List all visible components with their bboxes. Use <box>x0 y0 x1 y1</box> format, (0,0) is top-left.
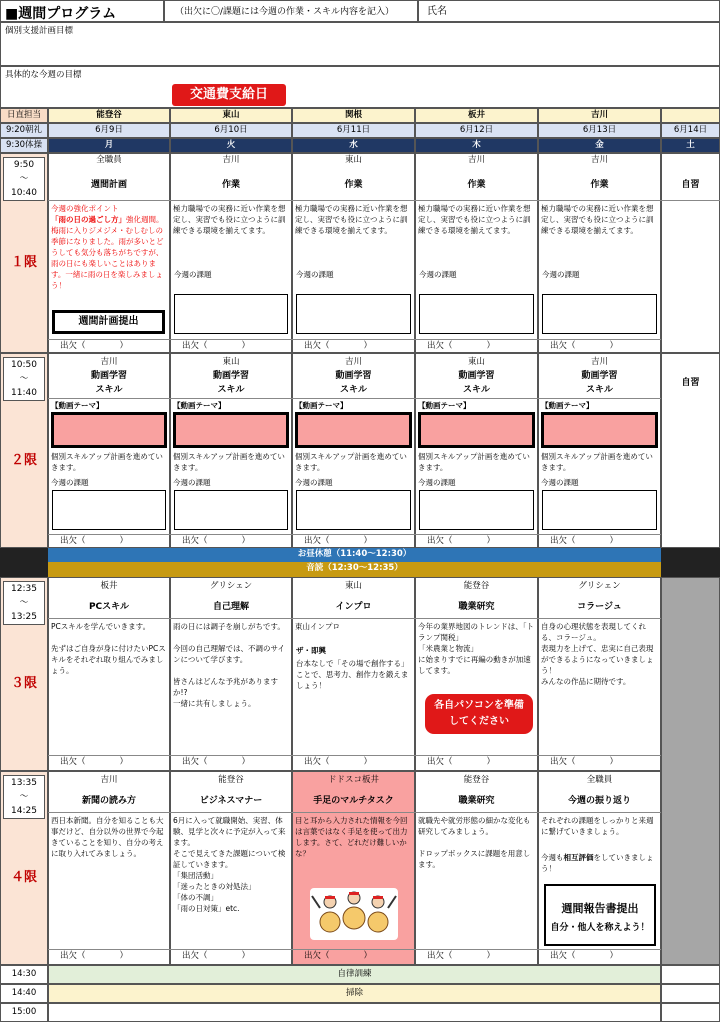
end-activity: 自律訓練 <box>48 965 661 984</box>
lunch-side <box>0 548 48 577</box>
teacher-label: 東山 <box>344 581 362 591</box>
period-label: ２限 <box>10 452 37 468</box>
header-note: （出欠に〇/課題には今週の作業・スキル内容を記入） <box>164 0 418 22</box>
end-time-label: 14:40 <box>0 984 48 1003</box>
end-sat-cell <box>661 1003 720 1022</box>
subject-label: 今週の振り返り <box>567 796 631 806</box>
period-description: 今年の業界地図のトレンドは、「トランプ関税」 「米農業と物流」 に始まりすでに再編の動きが加速してます。 <box>418 622 535 675</box>
subject-line1: 動画学習 <box>335 371 372 381</box>
date-cell: 6月11日 <box>292 123 415 138</box>
subject-label: 週間計画 <box>90 180 127 190</box>
teacher-label: 吉川 <box>100 775 118 785</box>
time-text: 9:50 <box>13 160 35 170</box>
attendance-field[interactable]: 出欠（ ） <box>60 951 129 961</box>
subject-line1: 動画学習 <box>212 371 249 381</box>
daily-staff-cell: 関根 <box>292 108 415 123</box>
attendance-field[interactable]: 出欠（ ） <box>304 536 373 546</box>
subject-label: 手足のマルチタスク <box>313 796 394 806</box>
weekly-report-submit-button[interactable] <box>544 884 656 946</box>
subject-label: PCスキル <box>88 602 130 612</box>
taiko-illustration <box>310 888 398 940</box>
task-label: 今週の課題 <box>174 270 212 279</box>
task-input[interactable] <box>419 490 534 530</box>
teacher-label: グリシェン <box>578 581 621 591</box>
date-cell: 6月14日 <box>661 123 720 138</box>
period-description: 西日本新聞。自分を知ることも大事だけど、自分以外の世界で今起きていることを知り、自分の考えに取り入れてみましょう。 <box>51 816 164 858</box>
task-label: 今週の課題 <box>173 478 211 487</box>
divider <box>48 812 170 813</box>
saturday-afternoon-block <box>661 577 720 965</box>
end-time-label: 14:30 <box>0 965 48 984</box>
weekday-cell: 土 <box>661 138 720 153</box>
teacher-label: 東山 <box>467 357 485 367</box>
task-input[interactable] <box>542 294 657 334</box>
task-input[interactable] <box>52 490 166 530</box>
task-label: 今週の課題 <box>296 270 334 279</box>
subject-label: 作業 <box>344 180 363 190</box>
lunch-side-right <box>661 548 720 577</box>
weekday-cell: 水 <box>292 138 415 153</box>
task-label: 今週の課題 <box>295 478 333 487</box>
time-text: ～ <box>19 374 29 384</box>
skill-description: 個別スキルアップ計画を進めていきます。 <box>541 452 653 472</box>
task-input[interactable] <box>174 490 288 530</box>
eval-text-part: をしていきましょう！ <box>541 853 654 873</box>
teacher-label: 全職員 <box>96 155 122 165</box>
time-text: ～ <box>19 598 29 608</box>
teacher-label: 東山 <box>222 357 240 367</box>
end-time-label: 15:00 <box>0 1003 48 1022</box>
weekday-cell: 木 <box>415 138 538 153</box>
video-theme-label: 【動画テーマ】 <box>541 401 594 410</box>
divider <box>48 618 170 619</box>
teacher-label: 能登谷 <box>463 581 490 591</box>
eval-text-part: 相互評価 <box>563 853 594 862</box>
subject-line1: 動画学習 <box>581 371 618 381</box>
attendance-field[interactable]: 出欠（ ） <box>182 951 251 961</box>
skill-description: 個別スキルアップ計画を進めていきます。 <box>173 452 285 472</box>
end-sat-cell <box>661 965 720 984</box>
time-text: 14:25 <box>11 806 37 816</box>
weekly-plan-submit-button[interactable]: 週間計画提出 <box>52 310 165 334</box>
divider <box>170 200 292 201</box>
video-theme-input[interactable] <box>295 412 412 448</box>
video-theme-label: 【動画テーマ】 <box>295 401 348 410</box>
name-field[interactable]: 氏名 <box>418 0 720 22</box>
task-input[interactable] <box>296 294 411 334</box>
divider <box>538 618 661 619</box>
teacher-label: グリシェン <box>209 581 253 591</box>
teacher-label: 吉川 <box>222 155 240 165</box>
divider <box>292 200 415 201</box>
exercise-label: 9:30体操 <box>0 138 48 153</box>
subject-label: コラージュ <box>577 602 622 612</box>
video-theme-input[interactable] <box>418 412 535 448</box>
daily-staff-cell <box>661 108 720 123</box>
period-description: 雨の日には調子を崩しがちです。 今回の自己理解では、不調のサインについて学びます。 皆さんはどんな予兆がありますか!? 一緒に共有しましょう。 <box>173 622 285 708</box>
period-time <box>3 157 45 201</box>
teacher-label <box>661 153 720 165</box>
subject-label: 作業 <box>221 180 240 190</box>
attendance-field[interactable]: 出欠（ ） <box>550 536 619 546</box>
attendance-field[interactable]: 出欠（ ） <box>60 536 129 546</box>
time-text: 12:35 <box>11 584 37 594</box>
improv-description: 台本なしで「その場で創作する」ことで、思考力、創作力を鍛えましょう！ <box>296 659 409 690</box>
period-time <box>3 775 45 819</box>
time-text: ～ <box>19 174 29 184</box>
attendance-field[interactable]: 出欠（ ） <box>304 341 373 351</box>
divider <box>415 618 538 619</box>
report-line1: 週間報告書提出 <box>561 902 639 915</box>
subject-label: 職業研究 <box>458 796 495 806</box>
attendance-field[interactable]: 出欠（ ） <box>550 757 619 767</box>
period-description: PCスキルを学んでいきます。 先ずはご自身が身に付けたいPCスキルをそれぞれ取り組んでみましょう。 <box>51 622 166 675</box>
subject-line2: スキル <box>463 385 490 395</box>
subject-label: 自習 <box>681 180 700 190</box>
attendance-field[interactable]: 出欠（ ） <box>304 951 373 961</box>
task-input[interactable] <box>174 294 288 334</box>
intro-bold: 「雨の日の過ごし方」 <box>51 215 126 224</box>
subject-line2: スキル <box>586 385 613 395</box>
time-text: 10:40 <box>11 188 37 198</box>
page-title: ■週間プログラム <box>0 0 164 22</box>
attendance-field[interactable]: 出欠（ ） <box>550 341 619 351</box>
divider <box>538 200 661 201</box>
period-label: ４限 <box>10 870 37 885</box>
date-cell: 6月12日 <box>415 123 538 138</box>
teacher-label: 吉川 <box>590 357 608 367</box>
work-description: 極力職場での実務に近い作業を想定し、実習でも役に立つように訓練できる環境を揃えてます。 <box>173 204 286 235</box>
daily-duty-label: 日直担当 <box>0 108 48 123</box>
attendance-field[interactable]: 出欠（ ） <box>427 757 496 767</box>
video-theme-input[interactable] <box>51 412 167 448</box>
date-cell: 6月13日 <box>538 123 661 138</box>
task-label: 今週の課題 <box>541 478 579 487</box>
subject-line1: 動画学習 <box>90 371 127 381</box>
intro: 今週の強化ポイント <box>51 204 119 213</box>
improv-highlight: ザ・即興 <box>296 646 326 655</box>
teacher-label: 吉川 <box>100 357 118 367</box>
task-input[interactable] <box>296 490 411 530</box>
teacher-label: ドドスコ板井 <box>328 775 379 785</box>
subject-line1: 動画学習 <box>458 371 495 381</box>
period-label: １限 <box>10 255 37 270</box>
video-theme-label: 【動画テーマ】 <box>51 401 104 410</box>
attendance-field[interactable]: 出欠（ ） <box>304 757 373 767</box>
attendance-field[interactable]: 出欠（ ） <box>182 341 251 351</box>
teacher-label: 吉川 <box>344 357 362 367</box>
report-line2: 自分・他人を称えよう！ <box>550 923 650 933</box>
divider <box>415 200 538 201</box>
subject-line2: スキル <box>340 385 367 395</box>
period-description: 目と耳から入力された情報を今回は言葉ではなく手足を使って出力します。さて、どれだけ難しいかな？ <box>295 816 408 858</box>
weekday-cell: 火 <box>170 138 292 153</box>
task-label: 今週の課題 <box>419 270 457 279</box>
divider <box>292 812 415 813</box>
subject-label: 職業研究 <box>458 602 495 612</box>
individual-goal-field[interactable] <box>0 22 720 66</box>
subject-label: 作業 <box>590 180 609 190</box>
time-text: ～ <box>19 792 29 802</box>
subject-label: 新聞の読み方 <box>81 796 136 806</box>
task-input[interactable] <box>542 490 657 530</box>
morning-label: 9:20朝礼 <box>0 123 48 138</box>
end-activity: 掃除 <box>48 984 661 1003</box>
divider <box>170 618 292 619</box>
attendance-field[interactable]: 出欠（ ） <box>550 951 619 961</box>
attendance-field[interactable]: 出欠（ ） <box>427 951 496 961</box>
period-time <box>3 581 45 625</box>
end-sat-cell <box>661 984 720 1003</box>
divider <box>538 812 661 813</box>
subject-label: 作業 <box>467 180 486 190</box>
attendance-field[interactable]: 出欠（ ） <box>60 757 129 767</box>
teacher-label <box>661 355 720 367</box>
daily-staff-cell: 板井 <box>415 108 538 123</box>
teacher-label: 能登谷 <box>218 775 244 785</box>
teacher-label: 板井 <box>100 581 118 591</box>
period-description: 自身の心理状態を表現してくれる、コラージュ。 表現力を上げて、忠実に自己表現ができるようになっていきましょう！ みんなの作品に期待です。 <box>541 622 654 686</box>
monday-intro-text <box>49 202 169 302</box>
work-description: 極力職場での実務に近い作業を想定し、実習でも役に立つように訓練できる環境を揃えてます。 <box>541 204 654 235</box>
period-description: 6月に入って就職開始、実習、体験、見学と次々に予定が入って来ます。 そこで見えてきた課題について検証していきます。 「集団活動」 「迷ったときの対処法」 「体の不調」 「雨の日対策」etc. <box>173 816 286 913</box>
date-cell: 6月9日 <box>48 123 170 138</box>
divider <box>292 618 415 619</box>
subject-line2: スキル <box>95 385 123 395</box>
attendance-field[interactable]: 出欠（ ） <box>60 341 129 351</box>
daily-staff-cell: 吉川 <box>538 108 661 123</box>
intro-rest: 強化週間。梅雨に入りジメジメ・むしむしの季節になりました。雨が多いとどうしても気分も落ちがちですが、雨の日にも楽しいことはあります。一緒に雨の日を楽しみましょう！ <box>51 215 164 290</box>
divider <box>48 200 170 201</box>
time-text: 13:35 <box>11 778 37 788</box>
prepare-pc-notice: 各自パソコンを準備してください <box>425 694 533 734</box>
music-bar: 音読（12:30～12:35） <box>48 562 661 577</box>
attendance-field[interactable]: 出欠（ ） <box>427 536 496 546</box>
skill-description: 個別スキルアップ計画を進めていきます。 <box>51 452 163 472</box>
teacher-label: 能登谷 <box>463 775 490 785</box>
weekly-goal-label: 具体的な今週の目標 <box>5 70 82 80</box>
subject-label: インプロ <box>335 602 372 612</box>
taiko-drummers-image <box>310 888 398 940</box>
subject-label: 自習 <box>681 378 700 388</box>
work-description: 極力職場での実務に近い作業を想定し、実習でも役に立つように訓練できる環境を揃えてます。 <box>295 204 408 235</box>
divider <box>170 812 292 813</box>
period-label: ３限 <box>10 676 37 691</box>
skill-description: 個別スキルアップ計画を進めていきます。 <box>295 452 407 472</box>
task-input[interactable] <box>419 294 534 334</box>
task-label: 今週の課題 <box>542 270 580 279</box>
video-theme-label: 【動画テーマ】 <box>418 401 471 410</box>
individual-goal-label: 個別支援計画目標 <box>5 26 74 36</box>
divider <box>415 812 538 813</box>
period-description: 就職先や就労形態の細かな変化も研究してみましょう。 ドロップボックスに課題を用意します。 <box>418 816 531 869</box>
attendance-field[interactable]: 出欠（ ） <box>427 341 496 351</box>
subject-label: 自己理解 <box>212 602 249 612</box>
daily-staff-cell: 能登谷 <box>48 108 170 123</box>
time-text: 13:25 <box>11 612 37 622</box>
weekday-cell: 金 <box>538 138 661 153</box>
teacher-label: 全職員 <box>586 775 613 785</box>
period-description: それぞれの課題をしっかりと来週に繋げていきましょう。 <box>541 816 654 836</box>
weekly-goal-field[interactable] <box>0 66 720 108</box>
task-label: 今週の課題 <box>51 478 89 487</box>
attendance-field[interactable]: 出欠（ ） <box>182 757 251 767</box>
time-text: 11:40 <box>11 388 37 398</box>
divider <box>661 200 720 201</box>
lunch-bar: お昼休憩（11:40～12:30） <box>48 548 661 562</box>
daily-staff-cell: 東山 <box>170 108 292 123</box>
video-theme-label: 【動画テーマ】 <box>173 401 226 410</box>
weekday-cell: 月 <box>48 138 170 153</box>
date-cell: 6月10日 <box>170 123 292 138</box>
teacher-label: 吉川 <box>590 155 608 165</box>
end-activity <box>48 1003 661 1022</box>
mutual-eval-text <box>539 851 659 873</box>
teacher-label: 吉川 <box>467 155 485 165</box>
work-description: 極力職場での実務に近い作業を想定し、実習でも役に立つように訓練できる環境を揃えてます。 <box>418 204 531 235</box>
teacher-label: 東山 <box>344 155 362 165</box>
video-theme-input[interactable] <box>541 412 658 448</box>
time-text: 10:50 <box>11 360 37 370</box>
period-time <box>3 357 45 401</box>
period-description: 東山インプロ <box>295 622 340 631</box>
subject-label: ビジネスマナー <box>199 796 263 806</box>
eval-text-part: 今週も <box>541 853 564 862</box>
transport-pay-banner: 交通費支給日 <box>172 84 286 106</box>
subject-line2: スキル <box>217 385 245 395</box>
task-label: 今週の課題 <box>418 478 456 487</box>
video-theme-input[interactable] <box>173 412 289 448</box>
skill-description: 個別スキルアップ計画を進めていきます。 <box>418 452 530 472</box>
attendance-field[interactable]: 出欠（ ） <box>182 536 251 546</box>
